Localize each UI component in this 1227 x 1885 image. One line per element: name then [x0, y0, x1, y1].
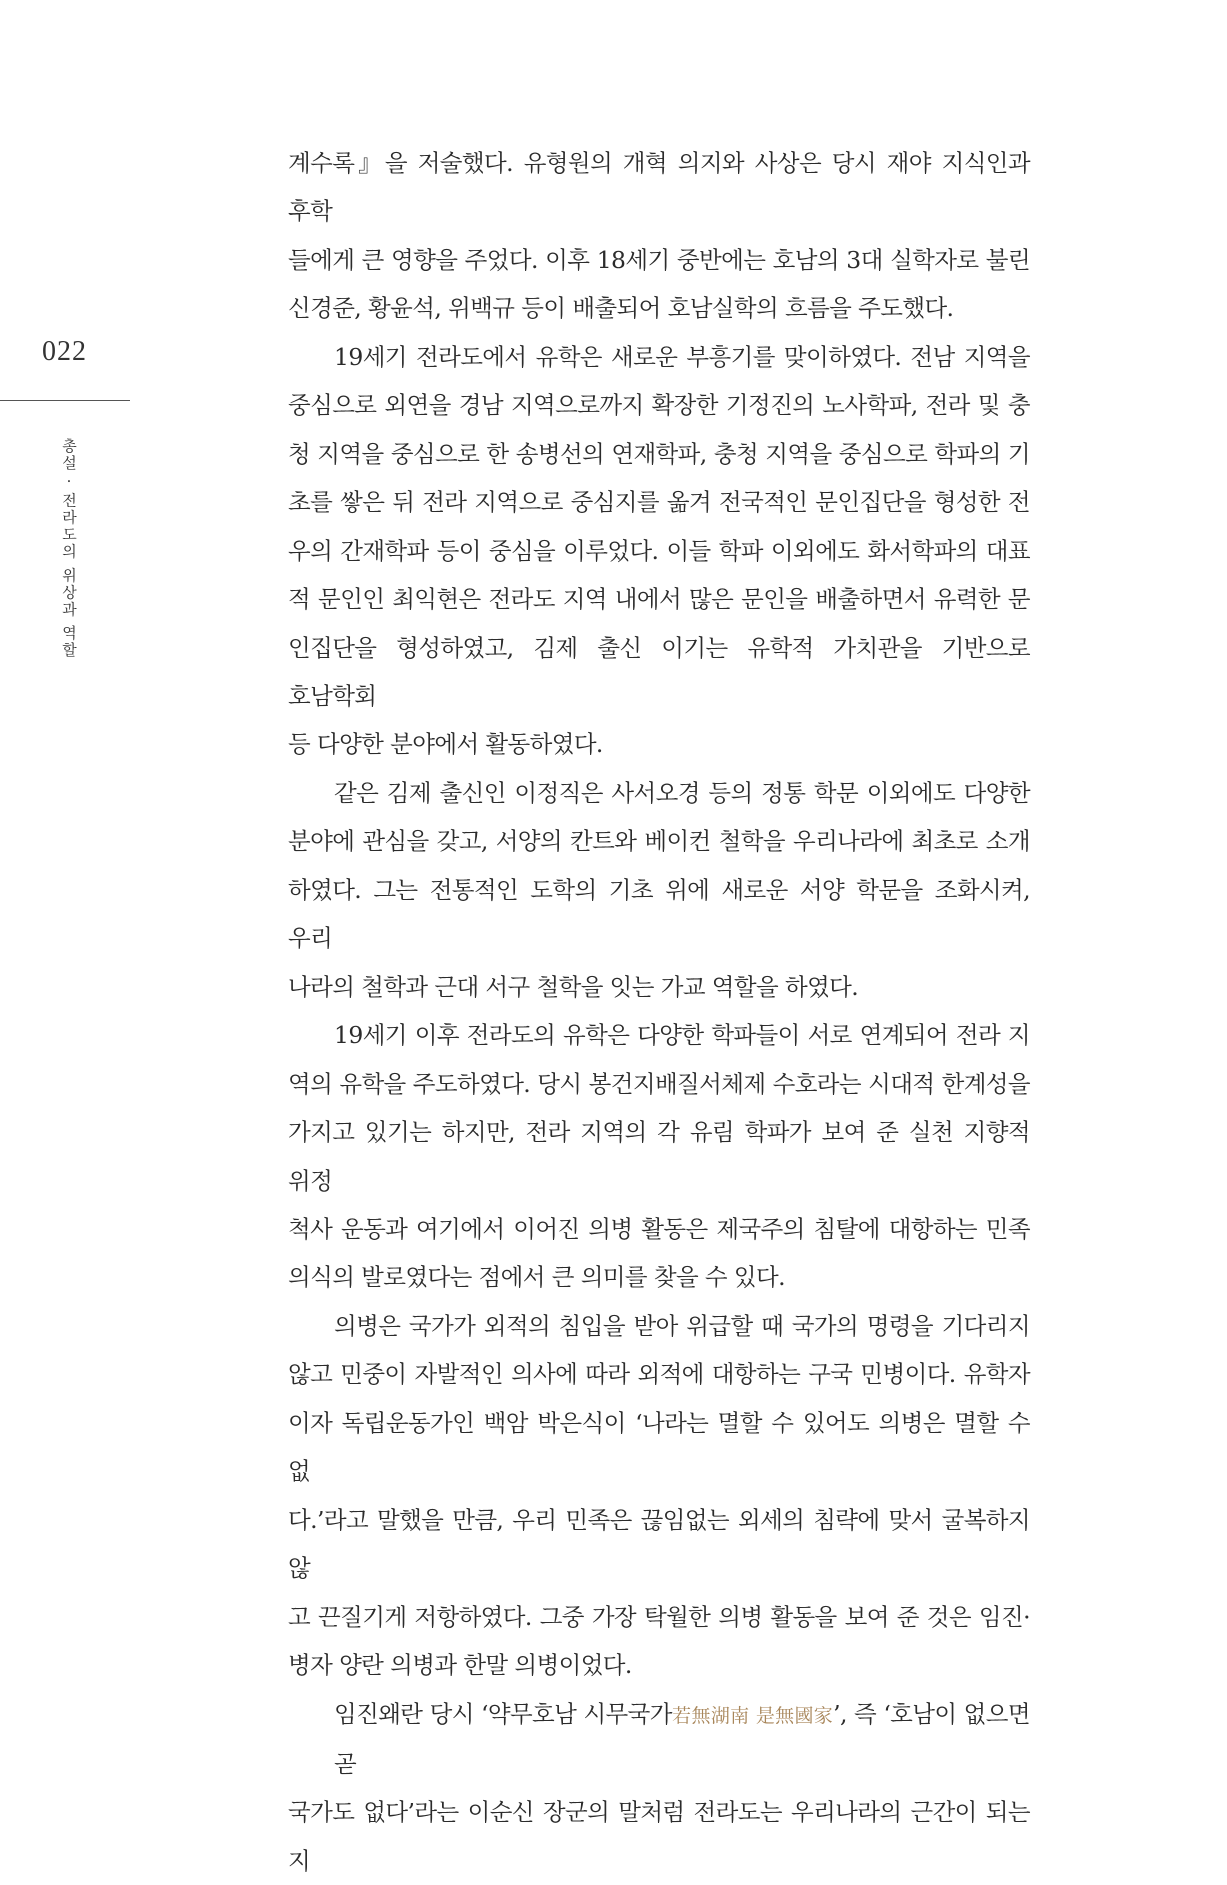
- text-line: 우의 간재학파 등이 중심을 이루었다. 이들 학파 이외에도 화서학파의 대표: [288, 527, 1030, 575]
- text-line: 인집단을 형성하였고, 김제 출신 이기는 유학적 가치관을 기반으로 호남학회: [288, 624, 1030, 721]
- text-line: 같은 김제 출신인 이정직은 사서오경 등의 정통 학문 이외에도 다양한: [288, 769, 1030, 817]
- text-line: 하였다. 그는 전통적인 도학의 기초 위에 새로운 서양 학문을 조화시켜, 우리: [288, 866, 1030, 963]
- text-line: 19세기 이후 전라도의 유학은 다양한 학파들이 서로 연계되어 전라 지: [288, 1011, 1030, 1059]
- text-line: 않고 민중이 자발적인 의사에 따라 외적에 대항하는 구국 민병이다. 유학자: [288, 1350, 1030, 1398]
- page-number: 022: [42, 336, 87, 368]
- text-line: 중심으로 외연을 경남 지역으로까지 확장한 기정진의 노사학파, 전라 및 충: [288, 381, 1030, 429]
- text-line: 등 다양한 분야에서 활동하였다.: [288, 720, 1030, 768]
- text-line: 19세기 전라도에서 유학은 새로운 부흥기를 맞이하였다. 전남 지역을: [288, 333, 1030, 381]
- text-line: 가지고 있기는 하지만, 전라 지역의 각 유림 학파가 보여 준 실천 지향적 위정: [288, 1108, 1030, 1205]
- paragraphs: [288, 139, 1030, 1690]
- text-line: 청 지역을 중심으로 한 송병선의 연재학파, 충청 지역을 중심으로 학파의 기: [288, 430, 1030, 478]
- text-line: 신경준, 황윤석, 위백규 등이 배출되어 호남실학의 흐름을 주도했다.: [288, 284, 1030, 332]
- text-line: 들에게 큰 영향을 주었다. 이후 18세기 중반에는 호남의 3대 실학자로 불린: [288, 236, 1030, 284]
- text-line: 병자 양란 의병과 한말 의병이었다.: [288, 1641, 1030, 1689]
- margin-rule: [0, 400, 130, 401]
- text-line: 의병은 국가가 외적의 침입을 받아 위급할 때 국가의 명령을 기다리지: [288, 1302, 1030, 1350]
- text-line: 나라의 철학과 근대 서구 철학을 잇는 가교 역할을 하였다.: [288, 963, 1030, 1011]
- text-line: 초를 쌓은 뒤 전라 지역으로 중심지를 옮겨 전국적인 문인집단을 형성한 전: [288, 478, 1030, 526]
- last-paragraph: [288, 1690, 1030, 1885]
- text-line: 다.’라고 말했을 만큼, 우리 민족은 끊임없는 외세의 침략에 맞서 굴복하지 않: [288, 1496, 1030, 1593]
- text-line: 계수록』을 저술했다. 유형원의 개혁 의지와 사상은 당시 재야 지식인과 후학: [288, 139, 1030, 236]
- body-text: [288, 139, 1030, 1885]
- text-span: 임진왜란 당시 ‘약무호남 시무국가: [334, 1700, 672, 1728]
- text-line: 의식의 발로였다는 점에서 큰 의미를 찾을 수 있다.: [288, 1253, 1030, 1301]
- text-line: 적 문인인 최익현은 전라도 지역 내에서 많은 문인을 배출하면서 유력한 문: [288, 575, 1030, 623]
- running-head: 총설 · 전라도의 위상과 역할: [54, 438, 78, 659]
- text-line: 척사 운동과 여기에서 이어진 의병 활동은 제국주의 침탈에 대항하는 민족: [288, 1205, 1030, 1253]
- text-span: ’, 즉 ‘호남이 없으면 곧: [334, 1700, 1030, 1778]
- text-line: 역의 유학을 주도하였다. 당시 봉건지배질서체제 수호라는 시대적 한계성을: [288, 1060, 1030, 1108]
- text-line: 이자 독립운동가인 백암 박은식이 ‘나라는 멸할 수 있어도 의병은 멸할 수 없: [288, 1399, 1030, 1496]
- text-line: 분야에 관심을 갖고, 서양의 칸트와 베이컨 철학을 우리나라에 최초로 소개: [288, 817, 1030, 865]
- text-line: 국가도 없다’라는 이순신 장군의 말처럼 전라도는 우리나라의 근간이 되는 지: [288, 1788, 1030, 1885]
- hanja-annotation: 若無湖南 是無國家: [672, 1705, 833, 1727]
- text-line: [288, 1690, 1030, 1789]
- text-line: 고 끈질기게 저항하였다. 그중 가장 탁월한 의병 활동을 보여 준 것은 임진·: [288, 1593, 1030, 1641]
